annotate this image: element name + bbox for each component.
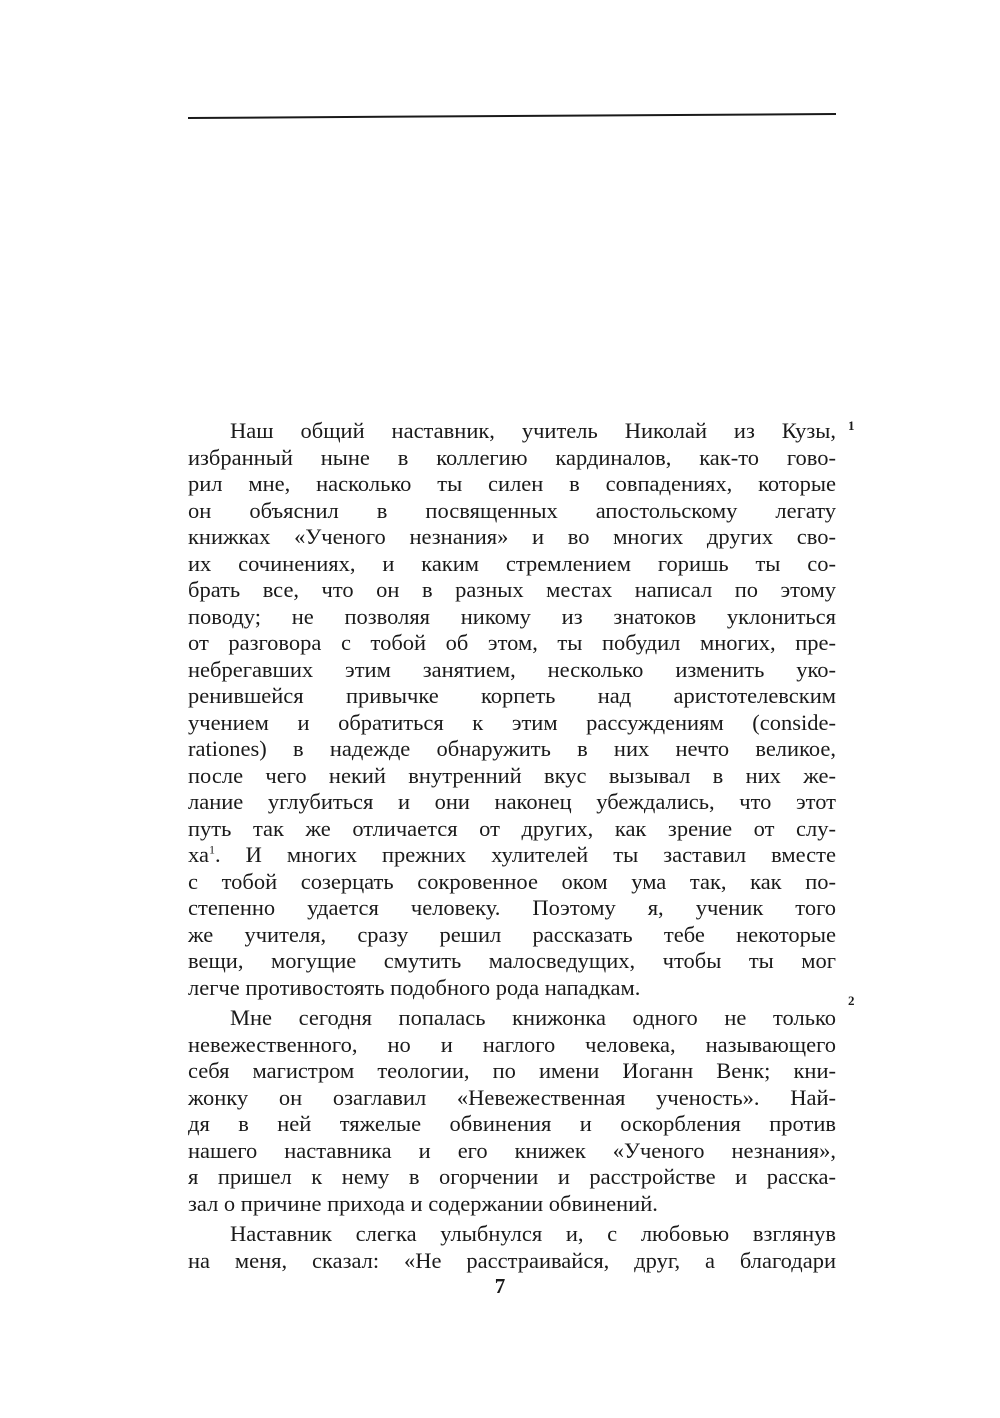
text-line: их сочинениях, и каким стремлением горишь ты со- — [188, 550, 836, 576]
text-line: же учителя, сразу решил рассказать тебе некоторые — [188, 921, 836, 947]
text-line: от разговора с тобой об этом, ты побудил многих, пре- — [188, 630, 836, 655]
text-fragment: ха — [188, 842, 209, 867]
text-line: дя в ней тяжелые обвинения и оскорбления против — [188, 1111, 836, 1136]
text-line: вещи, могущие смутить малосведущих, чтобы ты мог — [188, 948, 836, 973]
footnote-ref: 1 — [208, 842, 215, 857]
top-rule — [188, 111, 836, 120]
text-line: Мне сегодня попалась книжонка одного не только — [230, 1005, 836, 1030]
text-line: rationes) в надежде обнаружить в них нечто великое, — [188, 736, 836, 761]
margin-note-1: 1 — [848, 418, 855, 433]
text-line: невежественного, но и наглого человека, называющего — [188, 1031, 836, 1057]
text-line: брать все, что он в разных местах написал по этому — [188, 577, 836, 602]
text-line: лание углубиться и они наконец убеждались, что этот — [188, 789, 836, 814]
text-line: книжках «Ученого незнания» и во многих других сво- — [188, 524, 836, 549]
margin-note-2: 2 — [848, 993, 855, 1008]
text-line: Наш общий наставник, учитель Николай из Кузы, — [230, 418, 836, 443]
text-line: зал о причине прихода и содержании обвинений. — [188, 1190, 658, 1216]
text-line: жонку он озаглавил «Невежественная ученость». Най- — [188, 1084, 836, 1110]
text-line-with-footnote — [188, 842, 836, 869]
paragraph-1 — [188, 418, 836, 1001]
text-line: он объяснил в посвященных апостольскому легату — [188, 497, 836, 523]
text-line: нашего наставника и его книжек «Ученого незнания», — [188, 1137, 836, 1163]
text-line: после чего некий внутренний вкус вызывал в них же- — [188, 762, 836, 788]
text-line: рил мне, насколько ты силен в совпадениях, которые — [188, 471, 836, 496]
text-line: поводу; не позволяя никому из знатоков уклониться — [188, 603, 836, 629]
text-line: Наставник слегка улыбнулся и, с любовью взглянув — [230, 1221, 836, 1246]
text-line: я пришел к нему в огорчении и расстройстве и расска- — [188, 1164, 836, 1189]
text-line: учением и обратиться к этим рассуждениям (conside- — [188, 709, 836, 735]
text-fragment: . И многих прежних хулителей ты заставил вместе — [214, 842, 836, 867]
text-line: степенно удается человеку. Поэтому я, ученик того — [188, 895, 836, 920]
paragraph-3 — [188, 1221, 836, 1274]
page-number: 7 — [494, 1274, 506, 1298]
paragraph-2 — [188, 1005, 836, 1217]
text-line: на меня, сказал: «Не расстраивайся, друг, а благодари — [188, 1247, 836, 1273]
text-line: себя магистром теологии, по имени Иоганн Венк; кни- — [188, 1058, 836, 1083]
text-line: легче противостоять подобного рода нападкам. — [188, 974, 641, 1000]
text-line: избранный ныне в коллегию кардиналов, как-то гово- — [188, 444, 836, 470]
body-text — [188, 418, 836, 1274]
text-line: с тобой созерцать сокровенное оком ума так, как по- — [188, 868, 836, 894]
text-line: небрегавших этим занятием, несколько изменить уко- — [188, 656, 836, 682]
text-line: ренившейся привычке корпеть над аристотелевским — [188, 683, 836, 708]
text-line: путь так же отличается от других, как зрение от слу- — [188, 815, 836, 841]
